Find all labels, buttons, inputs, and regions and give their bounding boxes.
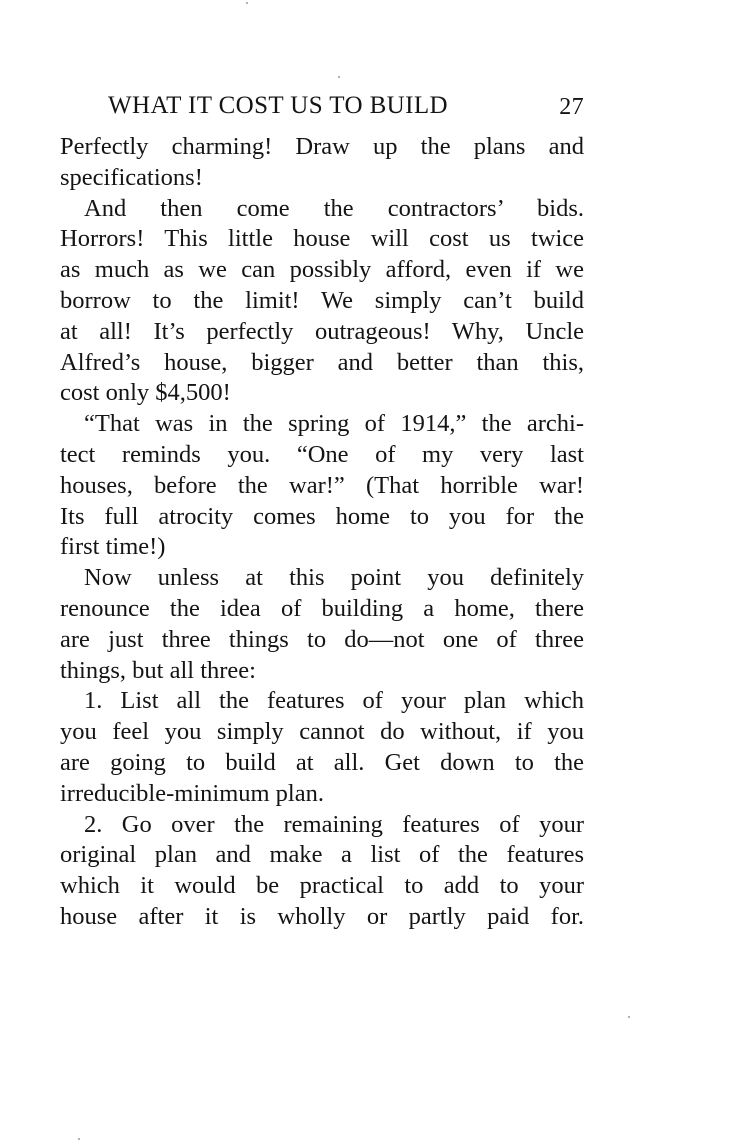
text-line: original plan and make a list of the features: [60, 841, 584, 869]
scan-speck: [338, 76, 340, 78]
text-line: irreducible-minimum plan.: [60, 779, 324, 807]
text-line: things, but all three:: [60, 656, 256, 684]
text-line: are going to build at all. Get down to the: [60, 748, 584, 776]
book-page: [60, 88, 584, 933]
text-line: house after it is wholly or partly paid for.: [60, 902, 584, 930]
text-line: you feel you simply cannot do without, if you: [60, 718, 584, 746]
text-line: renounce the idea of building a home, there: [60, 594, 584, 622]
text-line: Perfectly charming! Draw up the plans and: [60, 133, 584, 160]
text-line: which it would be practical to add to your: [60, 872, 584, 900]
text-line: Now unless at this point you definitely: [84, 564, 584, 592]
page-number: 27: [559, 94, 584, 120]
scan-speck: [246, 2, 248, 4]
text-line: as much as we can possibly afford, even if we: [60, 256, 584, 284]
text-line: Alfred’s house, bigger and better than this,: [60, 348, 584, 376]
text-line: 2. Go over the remaining features of your: [84, 810, 584, 838]
scan-speck: [78, 1138, 80, 1140]
body-text: [60, 132, 584, 933]
text-line: Its full atrocity comes home to you for the: [60, 502, 584, 530]
text-line: first time!): [60, 533, 166, 561]
text-line: Horrors! This little house will cost us twice: [60, 225, 584, 253]
text-line: “That was in the spring of 1914,” the archi-: [84, 410, 584, 438]
chapter-title: WHAT IT COST US TO BUILD: [108, 92, 448, 119]
text-line: borrow to the limit! We simply can’t build: [60, 286, 584, 314]
text-line: houses, before the war!” (That horrible war!: [60, 471, 584, 499]
text-line: are just three things to do—not one of three: [60, 625, 584, 653]
text-line: specifications!: [60, 163, 203, 191]
running-head: [60, 88, 584, 132]
text-line: at all! It’s perfectly outrageous! Why, Uncle: [60, 317, 584, 345]
text-line: And then come the contractors’ bids.: [84, 194, 584, 222]
text-line: cost only $4,500!: [60, 379, 231, 407]
text-line: tect reminds you. “One of my very last: [60, 440, 584, 468]
scan-speck: [628, 1016, 630, 1018]
text-line: 1. List all the features of your plan which: [84, 687, 584, 715]
